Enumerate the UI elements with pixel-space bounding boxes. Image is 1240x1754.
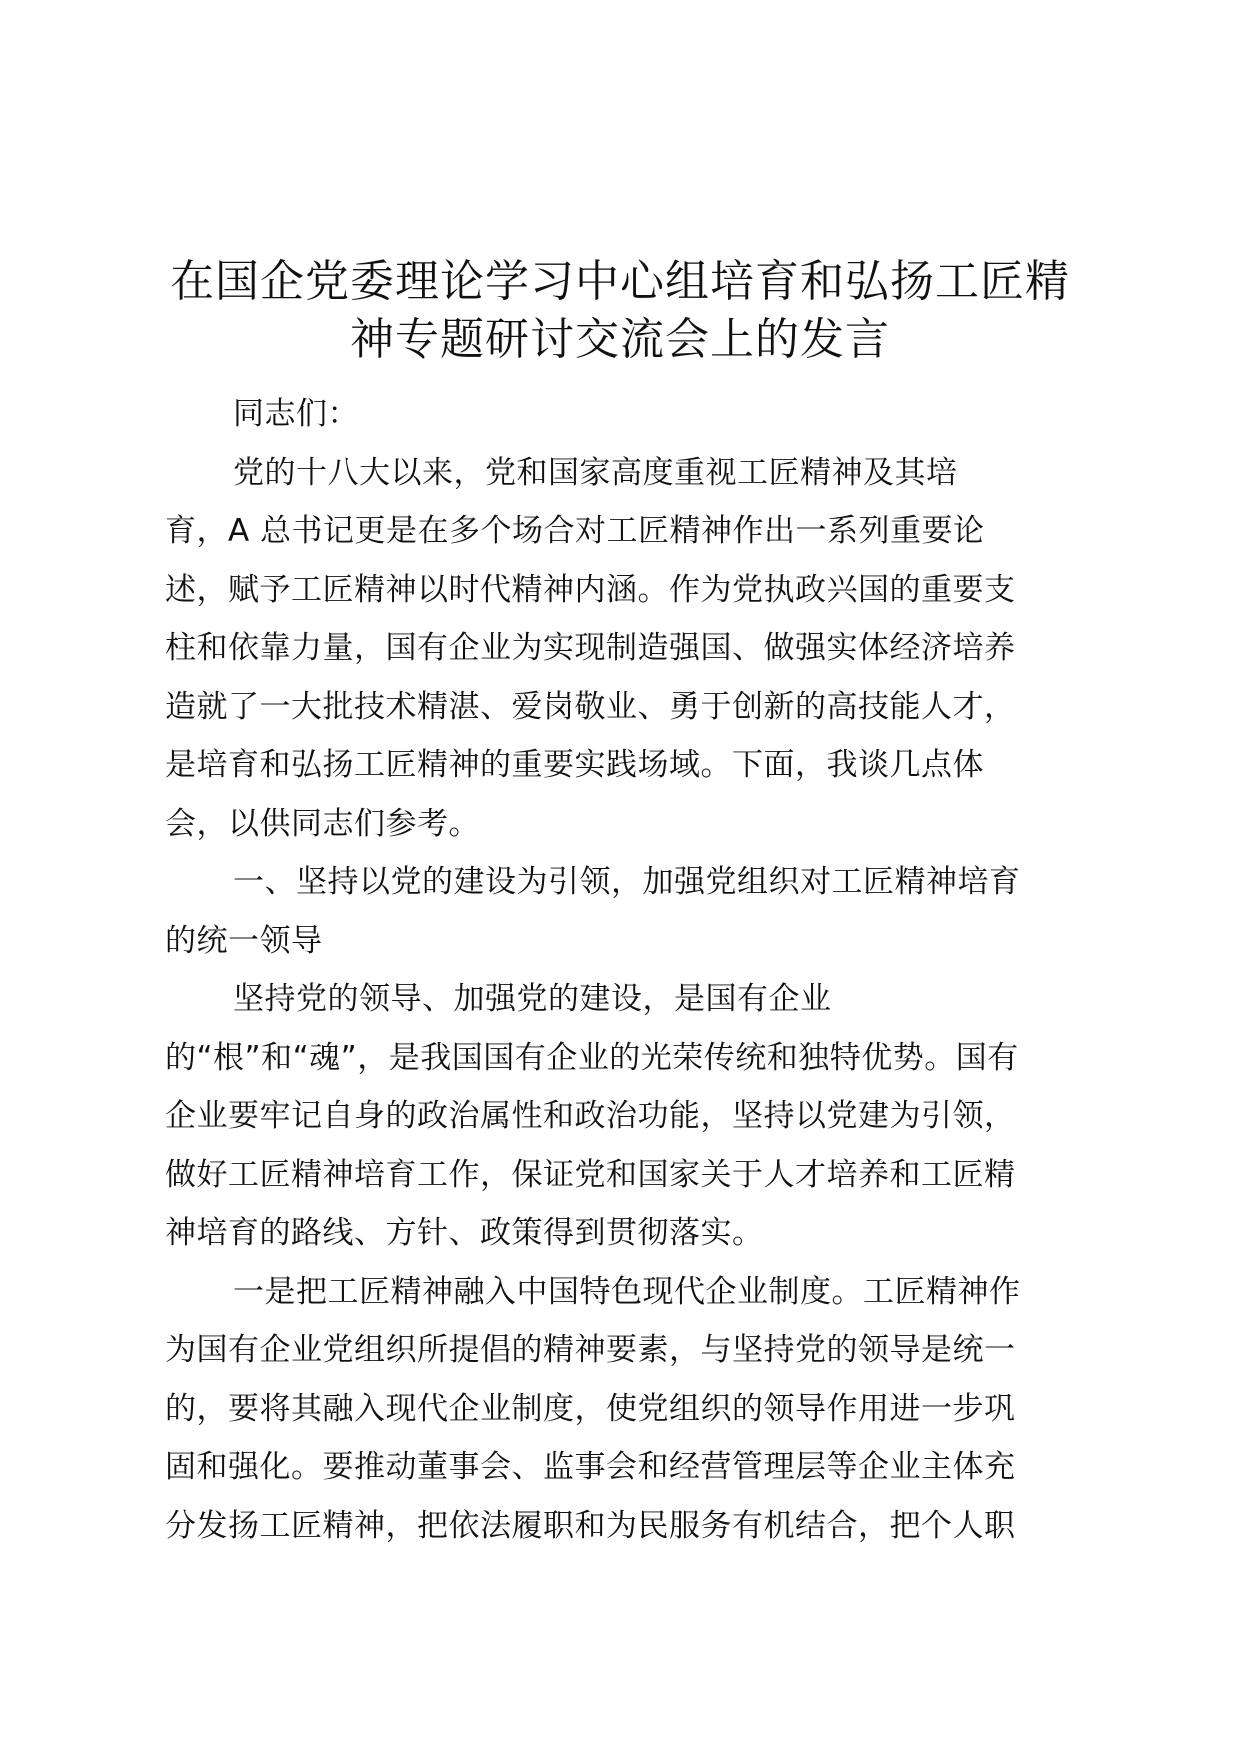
- paragraph-line: 造就了一大批技术精湛、爱岗敬业、勇于创新的高技能人才，: [165, 688, 1016, 725]
- paragraph-line: 会，以供同志们参考。: [165, 805, 480, 842]
- section-heading-line: 一、坚持以党的建设为引领，加强党组织对工匠精神培育: [233, 864, 1021, 900]
- title-line-2: 神专题研讨交流会上的发言: [350, 314, 890, 366]
- speech-body: [165, 385, 1077, 1555]
- document-title: [150, 253, 1090, 369]
- paragraph-line: 一是把工匠精神融入中国特色现代企业制度。工匠精神作: [233, 1273, 1021, 1310]
- paragraph-line: 企业要牢记自身的政治属性和政治功能，坚持以党建为引领，: [165, 1098, 1016, 1134]
- title-line-1: 在国企党委理论学习中心组培育和弘扬工匠精: [170, 256, 1070, 308]
- paragraph-line: 做好工匠精神培育工作，保证党和国家关于人才培养和工匠精: [165, 1156, 1016, 1193]
- section-heading-line: 的统一领导: [165, 922, 323, 959]
- paragraph-line: 为国有企业党组织所提倡的精神要素，与坚持党的领导是统一: [165, 1332, 1016, 1368]
- paragraph-line: 的“根”和“魂”，是我国国有企业的光荣传统和独特优势。国有: [165, 1039, 1019, 1076]
- paragraph-line: 是培育和弘扬工匠精神的重要实践场域。下面，我谈几点体: [165, 747, 984, 783]
- paragraph-line: 的，要将其融入现代企业制度，使党组织的领导作用进一步巩: [165, 1390, 1016, 1427]
- paragraph-line: 神培育的路线、方针、政策得到贯彻落实。: [165, 1215, 764, 1251]
- paragraph-line: 育，A 总书记更是在多个场合对工匠精神作出一系列重要论: [165, 513, 985, 549]
- paragraph-line: 坚持党的领导、加强党的建设，是国有企业: [233, 981, 832, 1017]
- salutation: 同志们：: [233, 396, 359, 432]
- paragraph-line: 柱和依靠力量，国有企业为实现制造强国、做强实体经济培养: [165, 630, 1016, 666]
- paragraph-line: 分发扬工匠精神，把依法履职和为民服务有机结合，把个人职: [165, 1507, 1016, 1544]
- paragraph-line: 党的十八大以来，党和国家高度重视工匠精神及其培: [233, 454, 958, 491]
- paragraph-line: 固和强化。要推动董事会、监事会和经营管理层等企业主体充: [165, 1449, 1016, 1485]
- paragraph-line: 述，赋予工匠精神以时代精神内涵。作为党执政兴国的重要支: [165, 571, 1016, 608]
